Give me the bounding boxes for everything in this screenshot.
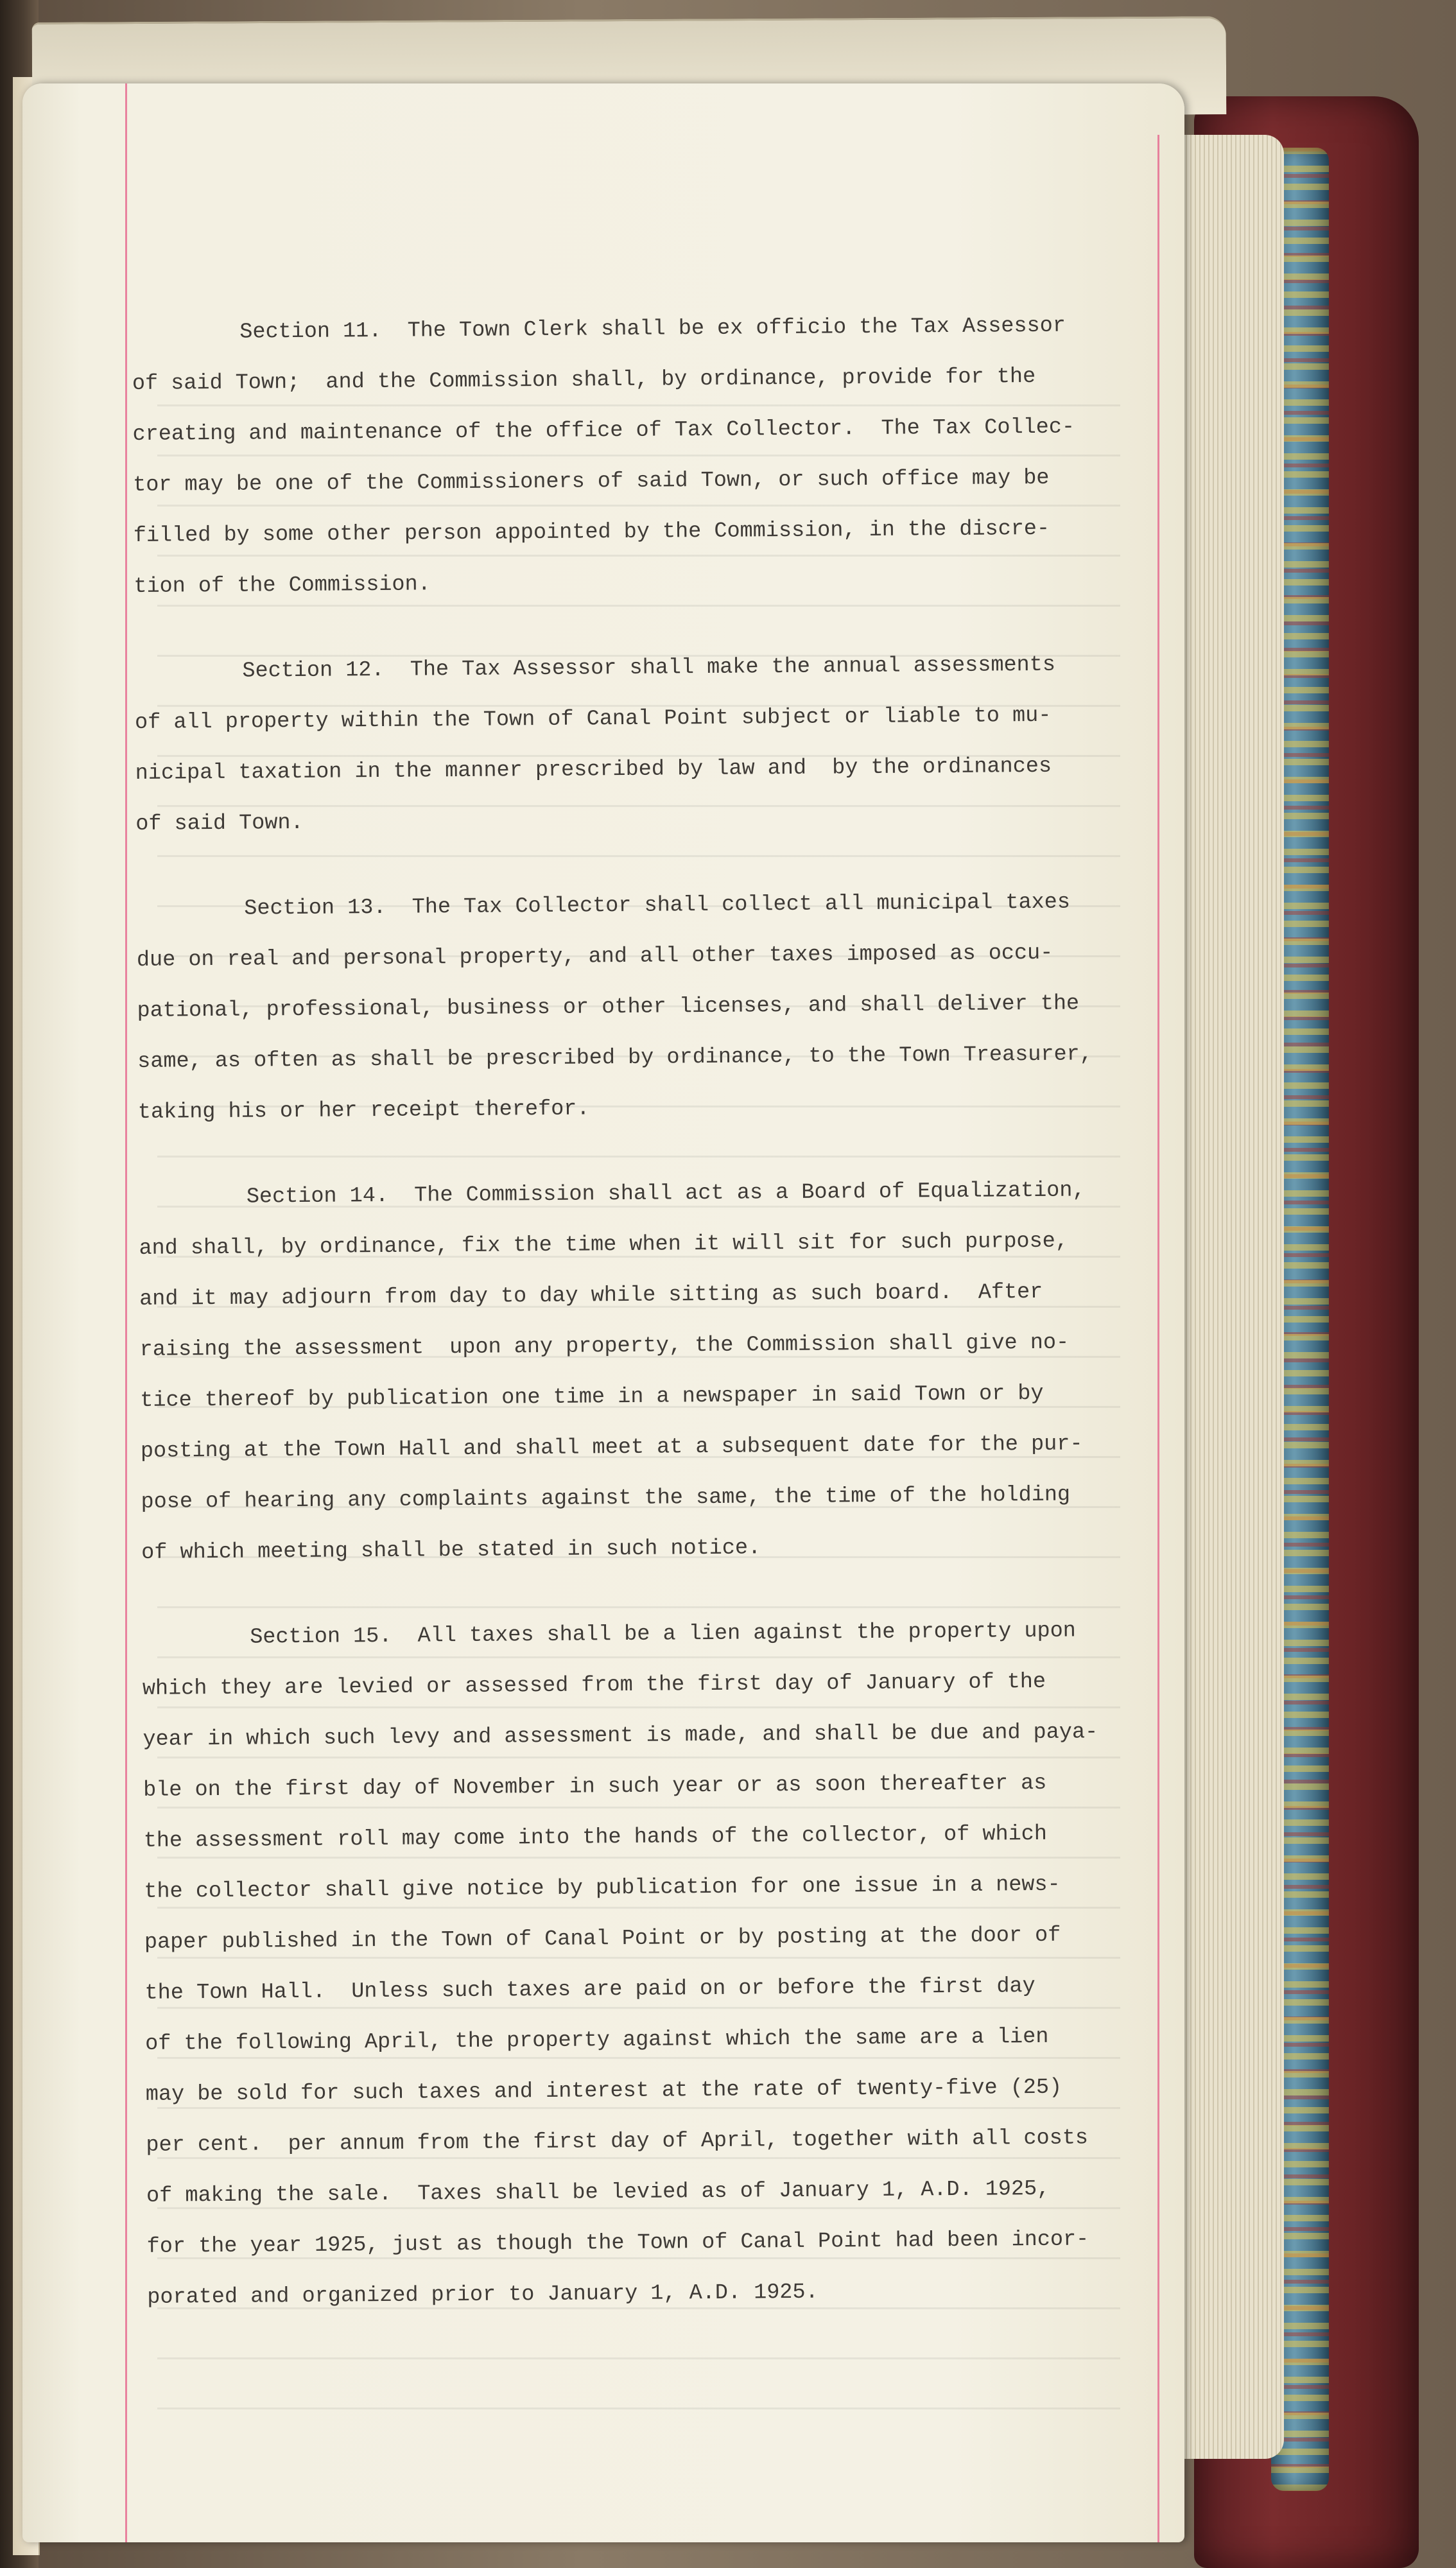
text-line: paper published in the Town of Canal Point or by posting at the door of <box>144 1923 1061 1955</box>
text-line: for the year 1925, just as though the Town of Canal Point had been incor- <box>146 2227 1089 2259</box>
text-line: Section 14. The Commission shall act as a Board of Equalization, <box>246 1178 1086 1210</box>
section-12 <box>134 639 1188 850</box>
text-line: of said Town. <box>135 810 304 837</box>
text-line: may be sold for such taxes and interest at the rate of twenty-five (25) <box>145 2075 1062 2107</box>
text-line: ble on the first day of November in such year or as soon thereafter as <box>143 1771 1047 1803</box>
text-line: the collector shall give notice by publication for one issue in a news- <box>144 1872 1061 1904</box>
text-line: the Town Hall. Unless such taxes are paid on or before the first day <box>144 1974 1036 2006</box>
text-line: of said Town; and the Commission shall, by ordinance, provide for the <box>132 364 1036 396</box>
text-line: filled by some other person appointed by the Commission, in the discre- <box>133 516 1050 548</box>
text-line: of which meeting shall be stated in such notice. <box>141 1536 761 1565</box>
text-line: of all property within the Town of Canal Point subject or liable to mu- <box>134 703 1052 735</box>
text-line: Section 15. All taxes shall be a lien against the property upon <box>250 1618 1076 1650</box>
text-line: tice thereof by publication one time in a newspaper in said Town or by <box>140 1381 1044 1413</box>
text-line: nicipal taxation in the manner prescribed by law and by the ordinances <box>135 754 1052 786</box>
text-line: same, as often as shall be prescribed by ordinance, to the Town Treasurer, <box>137 1042 1093 1074</box>
section-14 <box>139 1165 1195 1579</box>
text-line: porated and organized prior to January 1, A.D. 1925. <box>147 2280 819 2310</box>
text-line: of the following April, the property against which the same are a lien <box>145 2024 1049 2056</box>
typed-text-body <box>132 300 1200 2358</box>
text-line: pose of hearing any complaints against the same, the time of the holding <box>141 1482 1071 1514</box>
text-line: tor may be one of the Commissioners of said Town, or such office may be <box>133 465 1050 498</box>
text-line: Section 13. The Tax Collector shall collect all municipal taxes <box>244 890 1071 921</box>
text-line: taking his or her receipt therefor. <box>137 1097 590 1125</box>
text-line: per cent. per annum from the first day of April, together with all costs <box>146 2126 1089 2158</box>
text-line: Section 12. The Tax Assessor shall make the annual assessments <box>242 652 1056 684</box>
text-line: due on real and personal property, and all other taxes imposed as occu- <box>136 941 1053 973</box>
text-line: of making the sale. Taxes shall be levied as of January 1, A.D. 1925, <box>146 2176 1050 2208</box>
section-13 <box>136 876 1191 1138</box>
text-line: posting at the Town Hall and shall meet at a subsequent date for the pur- <box>140 1432 1083 1464</box>
text-line: the assessment roll may come into the hands of the collector, of which <box>143 1821 1048 1853</box>
text-line: tion of the Commission. <box>134 572 431 599</box>
text-line: and shall, by ordinance, fix the time when it will sit for such purpose, <box>139 1229 1069 1261</box>
text-line: raising the assessment upon any property, the Commission shall give no- <box>139 1330 1070 1362</box>
text-line: and it may adjourn from day to day while sitting as such board. After <box>139 1280 1043 1312</box>
text-line: Section 11. The Town Clerk shall be ex officio the Tax Assessor <box>239 313 1066 345</box>
text-line: year in which such levy and assessment is made, and shall be due and paya- <box>143 1720 1098 1752</box>
section-15 <box>142 1605 1200 2323</box>
text-line: creating and maintenance of the office of Tax Collector. The Tax Collec- <box>132 415 1075 447</box>
left-margin-rule <box>125 83 127 2542</box>
section-11 <box>132 300 1187 612</box>
text-line: pational, professional, business or other licenses, and shall deliver the <box>137 991 1080 1023</box>
text-line: which they are levied or assessed from the first day of January of the <box>142 1669 1046 1701</box>
